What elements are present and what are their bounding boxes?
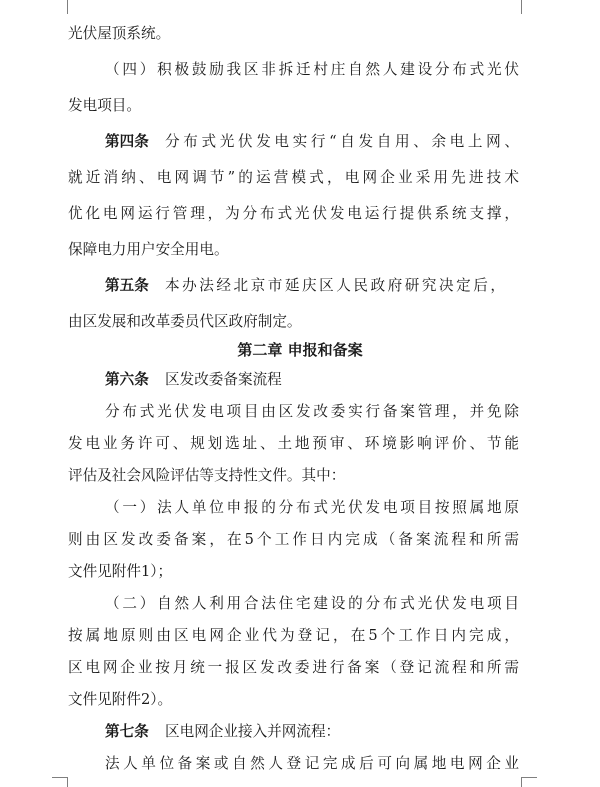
text-line: 文件见附件1）； [68, 563, 173, 580]
article-4-label: 第四条 [105, 133, 149, 150]
text-line: 区电网企业按月统一报区发改委进行备案（登记流程和所需 [68, 659, 519, 676]
text-line: 法人单位备案或自然人登记完成后可向属地电网企业 [105, 755, 519, 772]
crop-mark-top-left-v [67, 0, 68, 14]
crop-mark-bottom-right-h [522, 777, 537, 778]
text-line: 区发改委备案流程 [165, 371, 282, 388]
article-5-label: 第五条 [105, 277, 149, 294]
chapter-heading: 第二章 申报和备案 [237, 341, 363, 359]
text-line: 文件见附件2）。 [68, 691, 173, 708]
text-line: 发电项目。 [68, 97, 141, 114]
article-7-label: 第七条 [105, 723, 149, 740]
article-6-label: 第六条 [105, 371, 149, 388]
text-line: 本办法经北京市延庆区人民政府研究决定后， [165, 277, 505, 294]
text-line: （一）法人单位申报的分布式光伏发电项目按照属地原 [105, 499, 519, 516]
crop-mark-bottom-right-v [521, 777, 522, 787]
text-line: 则由区发改委备案，在5个工作日内完成（备案流程和所需 [68, 531, 519, 548]
text-line: 保障电力用户安全用电。 [68, 241, 229, 258]
crop-mark-top-right-v [521, 0, 522, 14]
text-line: 分布式光伏发电项目由区发改委实行备案管理，并免除 [105, 403, 519, 420]
text-line: 发电业务许可、规划选址、土地预审、环境影响评价、节能 [68, 435, 519, 452]
crop-mark-bottom-left-v [67, 777, 68, 787]
text-line: 按属地原则由区电网企业代为登记，在5个工作日内完成， [68, 627, 519, 644]
text-line: 区电网企业接入并网流程： [165, 723, 341, 740]
text-line: （四）积极鼓励我区非拆迁村庄自然人建设分布式光伏 [105, 61, 519, 78]
text-line: 由区发展和改革委员代区政府制定。 [68, 313, 302, 330]
crop-mark-bottom-left-h [52, 777, 67, 778]
text-line: （二）自然人利用合法住宅建设的分布式光伏发电项目 [105, 595, 519, 612]
text-line: 光伏屋顶系统。 [68, 25, 171, 42]
text-line: 就近消纳、电网调节”的运营模式，电网企业采用先进技术 [68, 169, 519, 186]
text-line: 评估及社会风险评估等支持性文件。其中： [68, 467, 346, 484]
text-line: 分布式光伏发电实行“自发自用、余电上网、 [165, 133, 519, 150]
text-line: 优化电网运行管理，为分布式光伏发电运行提供系统支撑， [68, 205, 519, 222]
